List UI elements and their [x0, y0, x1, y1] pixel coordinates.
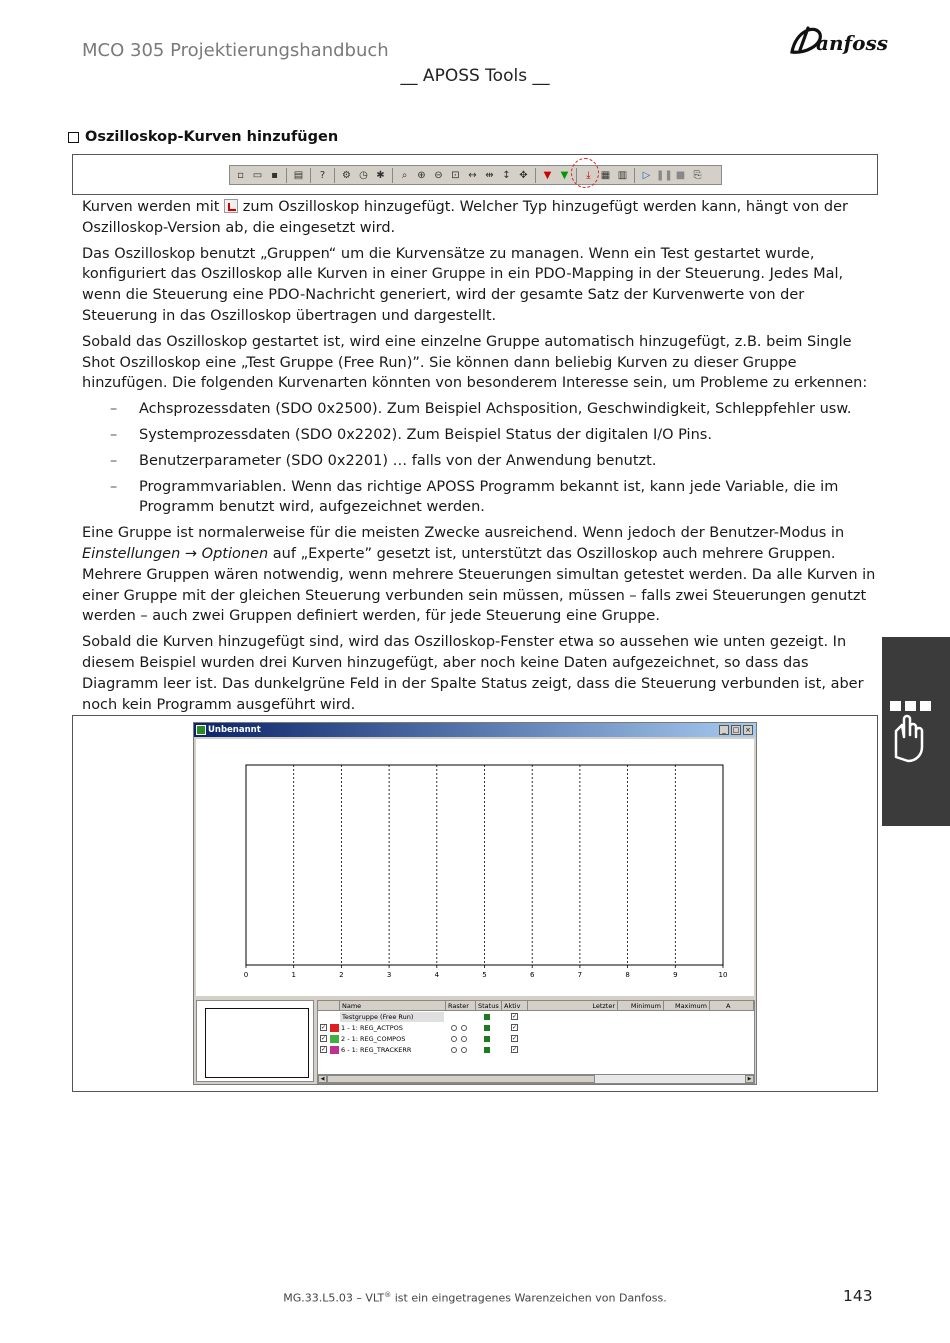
menu-einstellungen: Einstellungen [82, 545, 181, 562]
list-item-text: Benutzerparameter (SDO 0x2201) … falls von der Anwendung benutzt. [139, 452, 657, 469]
x-tick-label: 4 [434, 971, 440, 979]
raster-radio[interactable] [461, 1025, 467, 1031]
tools-icon[interactable]: ✱ [376, 169, 385, 181]
table-row[interactable] [318, 1034, 754, 1044]
oscilloscope-plot [196, 739, 754, 996]
zoom-out-icon[interactable]: ⊖ [434, 169, 443, 181]
help-icon[interactable]: ? [319, 169, 326, 181]
add-curve-icon[interactable]: ⤓ [586, 169, 591, 181]
section-heading [68, 129, 338, 145]
table-row-group[interactable] [318, 1012, 754, 1022]
col-raster[interactable]: Raster [446, 1001, 476, 1011]
col-maximum[interactable]: Maximum [664, 1001, 710, 1011]
stretch-horizontal-icon[interactable]: ↔ [468, 169, 477, 181]
curve-name: 2 - 1: REG_COMPOS [341, 1035, 406, 1043]
chapter-side-tab [882, 637, 950, 826]
x-tick-label: 3 [386, 971, 392, 979]
open-folder-icon[interactable]: ▭ [252, 169, 263, 181]
menu-arrow: → [180, 545, 202, 562]
footer [0, 1291, 950, 1305]
plot-area[interactable] [196, 739, 754, 996]
save-icon[interactable]: ▪ [271, 169, 278, 181]
svg-text:anfoss: anfoss [816, 31, 888, 55]
row-checkbox[interactable]: ✓ [321, 1035, 327, 1042]
x-tick-label: 2 [339, 971, 344, 979]
col-minimum[interactable]: Minimum [618, 1001, 664, 1011]
footer-text-start: MG.33.L5.03 – VLT [283, 1291, 385, 1305]
active-checkbox[interactable]: ✓ [512, 1013, 518, 1020]
row-checkbox[interactable]: ✓ [321, 1024, 327, 1031]
active-checkbox[interactable]: ✓ [512, 1035, 518, 1042]
toolbar-separator [334, 168, 335, 183]
heading-bullet-icon [68, 132, 79, 143]
toolbar-separator [286, 168, 287, 183]
curve-color-swatch [330, 1046, 339, 1054]
paragraph-5: Sobald die Kurven hinzugefügt sind, wird das Oszilloskop-Fenster etwa so aussehen wie unten gezeigt. In diesem Beispiel wurden drei Kurven hinzugefügt, aber noch keine Daten aufgezeichnet, so dass das Diagramm leer ist. Das dunkelgrüne Feld in der Spalte Status zeigt, dass die Steuerung verbunden ist, aber noch kein Programm ausgeführt wird. [82, 634, 864, 713]
oscilloscope-window [193, 722, 757, 1085]
toolbar-separator [392, 168, 393, 183]
list-dash: – [110, 401, 118, 418]
table-row[interactable] [318, 1023, 754, 1033]
col-letzter[interactable]: Letzter [528, 1001, 618, 1011]
new-file-icon[interactable]: ▫ [237, 169, 244, 181]
paragraph-3: Sobald das Oszilloskop gestartet ist, wird eine einzelne Gruppe automatisch hinzugefügt, z.B. beim Single Shot Oszilloskop eine „Test Gruppe (Free Run)”. Sie können dann beliebig Kurven zu dieser Gruppe hinzufügen. Die folgenden Kurvenarten könnten von besonderem Interesse sein, um Probleme zu erkennen: [82, 333, 868, 392]
raster-radio[interactable] [461, 1036, 467, 1042]
col-status[interactable]: Status [476, 1001, 502, 1011]
add-curve-highlight-circle [571, 158, 599, 188]
close-icon[interactable]: × [743, 725, 753, 735]
table-row[interactable] [318, 1045, 754, 1055]
paragraph-4-start: Eine Gruppe ist normalerweise für die meisten Zwecke ausreichend. Wenn jedoch der Benutzer-Modus in [82, 525, 845, 542]
scroll-left-icon[interactable]: ◀ [318, 1075, 327, 1083]
pointing-hand-icon [888, 697, 936, 767]
window-title: Unbenannt [208, 725, 261, 735]
registered-mark: ® [384, 1291, 392, 1299]
timing-icon[interactable]: ◷ [359, 169, 368, 181]
curve-color-swatch [330, 1024, 339, 1032]
play-icon[interactable]: ▷ [642, 169, 651, 181]
x-tick-label: 6 [529, 971, 535, 979]
export-icon[interactable]: ⎘ [693, 169, 702, 181]
col-aktiv[interactable]: Aktiv [502, 1001, 528, 1011]
list-item [82, 399, 877, 420]
oscilloscope-toolbar [229, 165, 722, 185]
toolbar-separator [310, 168, 311, 183]
toolbar-separator [535, 168, 536, 183]
page-number: 143 [843, 1287, 873, 1305]
raster-radio[interactable] [451, 1036, 457, 1042]
table-header [318, 1001, 754, 1011]
list-dash: – [110, 452, 118, 469]
x-tick-label: 7 [577, 971, 583, 979]
section-header: __ APOSS Tools __ [400, 66, 550, 86]
menu-optionen: Optionen [201, 545, 269, 562]
add-curve-inline-icon [224, 199, 238, 213]
list-item-text: Programmvariablen. Wenn das richtige APOSS Programm bekannt ist, kann jede Variable, die im Programm benutzt wird, aufgezeichnet werden. [139, 478, 839, 516]
x-tick-label: 0 [243, 971, 249, 979]
body-text [82, 197, 877, 720]
list-item [82, 477, 877, 519]
document-title: MCO 305 Projektierungshandbuch [82, 40, 389, 61]
maximize-icon[interactable]: □ [732, 726, 740, 734]
paragraph-1-end: zum Oszilloskop hinzugefügt. Welcher Typ hinzugefügt werden kann, hängt von der Oszilloskop-Version ab, die eingesetzt wird. [82, 199, 848, 236]
expand-icon[interactable]: ✥ [519, 169, 528, 181]
col-spacer [318, 1001, 340, 1011]
x-tick-label: 1 [291, 971, 296, 979]
zoom-fit-icon[interactable]: ⊡ [451, 169, 460, 181]
toolbar-separator [634, 168, 635, 183]
paragraph-4-end: auf „Experte” gesetzt ist, unterstützt das Oszilloskop auch mehrere Gruppen. Mehrere Gruppen wären notwendig, wenn mehrere Steuerungen simultan getestet werden. Da alle Kurven in einer Gruppe mit der gleichen Steuerung verbunden sein müssen, müssen – falls zwei Steuerungen genutzt werden – auch zwei Gruppen definiert werden, für jede Steuerung eine Gruppe. [82, 545, 876, 625]
status-indicator [484, 1047, 490, 1053]
pause-icon[interactable]: ❚❚ [656, 169, 673, 181]
curve-type-list [82, 399, 877, 518]
paragraph-1 [82, 197, 877, 239]
curve-properties-icon[interactable]: ▦ [600, 169, 611, 181]
col-a[interactable]: A [710, 1001, 754, 1011]
scroll-thumb[interactable] [327, 1075, 595, 1083]
list-dash: – [110, 478, 118, 495]
trigger-red-icon[interactable]: ▼ [543, 169, 552, 181]
curve-color-swatch [330, 1035, 339, 1043]
list-item-text: Achsprozessdaten (SDO 0x2500). Zum Beispiel Achsposition, Geschwindigkeit, Schleppfehler usw. [139, 401, 852, 418]
trigger-green-icon[interactable]: ▼ [560, 169, 569, 181]
zoom-icon[interactable]: ⌕ [401, 169, 408, 181]
list-dash: – [110, 426, 118, 443]
x-tick-label: 9 [673, 971, 678, 979]
stretch-vertical-icon[interactable]: ↕ [502, 169, 511, 181]
status-indicator [484, 1025, 490, 1031]
paragraph-4 [82, 523, 877, 627]
curve-name: 6 - 1: REG_TRACKERR [341, 1046, 412, 1054]
danfoss-logo [786, 20, 888, 60]
active-checkbox[interactable]: ✓ [512, 1046, 518, 1053]
col-name[interactable]: Name [340, 1001, 446, 1011]
row-checkbox[interactable]: ✓ [321, 1046, 327, 1053]
minimize-icon[interactable]: _ [719, 725, 729, 735]
app-icon [196, 725, 206, 735]
stretch-both-icon[interactable]: ⇹ [485, 169, 494, 181]
overview-panel [196, 1000, 314, 1082]
paragraph-2: Das Oszilloskop benutzt „Gruppen“ um die Kurvensätze zu managen. Wenn ein Test gestartet wurde, konfiguriert das Oszilloskop alle Kurven in einer Gruppe in ein PDO-Mapping in der Steuerung. Jedes Mal, wenn die Steuerung eine PDO-Nachricht generiert, wird der gesamte Satz der Kurvenwerte von der Steuerung in das Oszilloskop übertragen und dargestellt. [82, 245, 844, 324]
heading-text: Oszilloskop-Kurven hinzufügen [85, 129, 339, 145]
raster-radio[interactable] [451, 1047, 457, 1053]
group-name: Testgruppe (Free Run) [340, 1012, 444, 1022]
scroll-right-icon[interactable]: ▶ [745, 1075, 754, 1083]
list-item-text: Systemprozessdaten (SDO 0x2202). Zum Beispiel Status der digitalen I/O Pins. [139, 426, 712, 443]
x-tick-label: 10 [718, 971, 728, 979]
list-item [82, 425, 877, 446]
raster-radio[interactable] [451, 1025, 457, 1031]
active-checkbox[interactable]: ✓ [512, 1024, 518, 1031]
settings-icon[interactable]: ⚙ [342, 169, 351, 181]
status-indicator [484, 1036, 490, 1042]
grid-icon[interactable]: ▥ [617, 169, 628, 181]
overview-frame [205, 1008, 309, 1078]
stop-icon[interactable]: ■ [675, 169, 686, 181]
curve-table [317, 1000, 755, 1084]
print-icon[interactable]: ▤ [293, 169, 304, 181]
paragraph-1-start: Kurven werden mit [82, 199, 225, 215]
horizontal-scrollbar[interactable] [318, 1074, 754, 1083]
zoom-in-icon[interactable]: ⊕ [417, 169, 426, 181]
window-titlebar[interactable] [194, 723, 756, 737]
x-tick-label: 8 [625, 971, 630, 979]
list-item [82, 451, 877, 472]
footer-text-end: ist ein eingetragenes Warenzeichen von Danfoss. [391, 1291, 667, 1305]
raster-radio[interactable] [461, 1047, 467, 1053]
status-indicator [484, 1014, 490, 1020]
x-tick-label: 5 [482, 971, 487, 979]
curve-name: 1 - 1: REG_ACTPOS [341, 1024, 403, 1032]
